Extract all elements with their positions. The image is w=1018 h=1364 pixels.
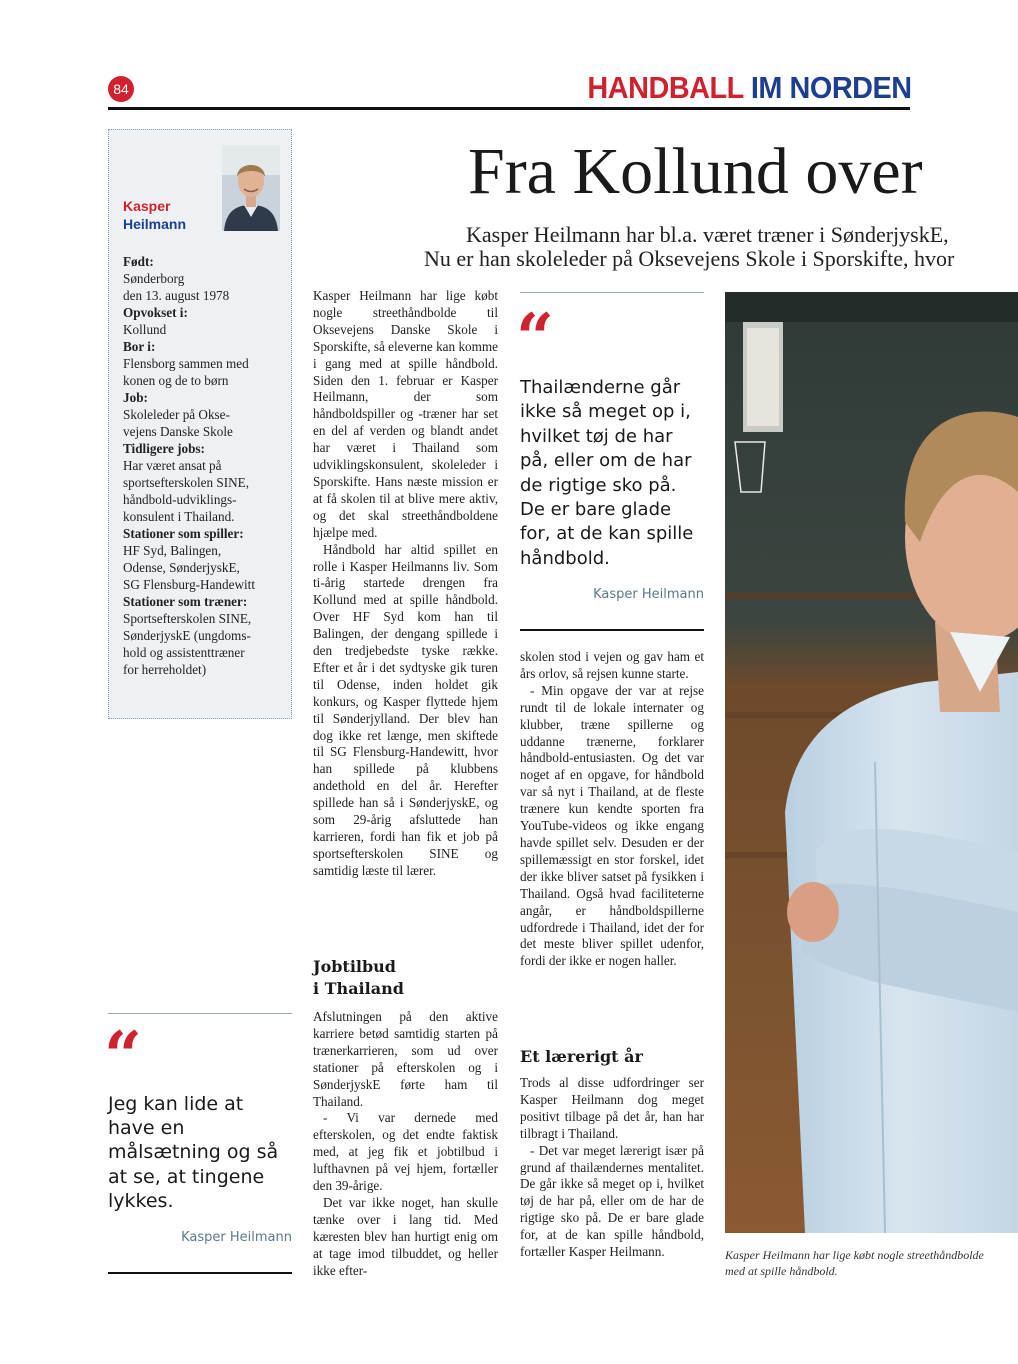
pull-quote-text: Thailænderne går ikke så meget op i, hvilket tøj de har på, eller om de har de rigtige sko på. De er bare glade for, at de kan spille håndbold. <box>520 377 694 569</box>
body-paragraph: - Vi var dernede med efterskolen, og det endte faktisk med, at jeg fik et jobtilbud i lufthavnen på vej hjem, fortæller den 39-årige. <box>313 1110 498 1194</box>
column-1-top <box>313 288 498 880</box>
fact-value: SG Flensburg-Handewitt <box>123 577 255 592</box>
masthead-red: HANDBALL <box>587 70 744 105</box>
body-paragraph: - Min opgave der var at rejse rundt til de lokale internater og klubber, træne spillerne og uddanne trænerne, forklarer håndbold-entusiasten. Og det var noget af en opgave, for håndbold var så nyt i Thailand, at de fleste trænere kun kendte sporten fra YouTube-videos og ikke engang havde spillet selv. Desuden er der spillemæssigt en stor forskel, idet der ikke bliver satset på fysikken i Thailand. Også hvad faciliteterne angår, er håndboldspillerne udfordrede i Thailand, idet der for det meste bliver spillet udenfor, fordi der ikke er nogen haller. <box>520 682 704 969</box>
subheading-line: Jobtilbud <box>313 957 396 976</box>
photo-caption <box>725 1247 1018 1279</box>
body-paragraph: Håndbold har altid spillet en rolle i Kasper Heilmanns liv. Som ti-årig startede drengen fra Kollund med at spille håndbold. Over HF Syd kom han til Balingen, der dengang spillede i den tredjebedste tyske række. Efter et år i det sydtyske gik turen til Odense, inden holdet gik konkurs, og Kasper flyttede hjem til Sønderjylland. Der blev han dog ikke ret længe, men skiftede til SG Flensburg-Handewitt, hvor han spillede på klubbens andethold en del år. Herefter spillede han så i SønderjyskE, og som 29-årig afsluttede han karrieren, fordi han fik et job på sportsefterskolen SINE og samtidig læste til lærer. <box>313 541 498 878</box>
fact-value: SønderjyskE (ungdoms- <box>123 628 251 643</box>
quote-rule-top <box>520 292 704 293</box>
quote-rule-bottom <box>520 629 704 631</box>
fact-label: Job: <box>123 390 148 405</box>
main-photo <box>725 292 1018 1233</box>
photo-illustration <box>725 292 1018 1233</box>
subheading-line: i Thailand <box>313 979 404 998</box>
fact-value: Kollund <box>123 322 167 337</box>
fact-value: håndbold-udviklings- <box>123 492 237 507</box>
fact-value: sportsefterskolen SINE, <box>123 475 249 490</box>
fact-value: Har været ansat på <box>123 458 222 473</box>
deck-line-2: Nu er han skoleleder på Oksevejens Skole i Sporskifte, hvor <box>424 246 955 271</box>
body-paragraph: - Det var meget lærerigt især på grund af thailændernes mentalitet. De går ikke så meget op i, hvilket tøj de har på, eller om de har de rigtige sko på. De er bare glade for, at de kan spille håndbold, fortæller Kasper Heilmann. <box>520 1142 704 1260</box>
fact-value: Sportsefterskolen SINE, <box>123 611 252 626</box>
headline: Fra Kollund over <box>468 135 923 208</box>
body-paragraph: Afslutningen på den aktive karriere betød samtidig starten på trænerkarrieren, som ud over stationer på efterskolen og i SønderjyskE førte ham til Thailand. <box>313 1009 498 1109</box>
deck-line-1: Kasper Heilmann har bl.a. været træner i SønderjyskE, <box>466 222 949 247</box>
portrait-illustration <box>222 145 280 231</box>
body-paragraph: Det var ikke noget, han skulle tænke over i lang tid. Med kæresten blev han hurtigt enig om at tage imod tilbuddet, og heller ikke efter- <box>313 1194 498 1278</box>
fact-value: den 13. august 1978 <box>123 288 230 303</box>
fact-label: Stationer som spiller: <box>123 526 244 541</box>
quote-mark: “ <box>516 299 554 377</box>
fact-value: konsulent i Thailand. <box>123 509 235 524</box>
column-2-top <box>520 649 704 970</box>
column-2-bottom <box>520 1075 704 1261</box>
pull-quote-author: Kasper Heilmann <box>593 587 704 602</box>
fact-value: vejens Danske Skole <box>123 424 233 439</box>
factbox-facts <box>123 253 289 678</box>
fact-label: Tidligere jobs: <box>123 441 205 456</box>
pull-quote-author: Kasper Heilmann <box>181 1230 292 1245</box>
factbox-last-name: Heilmann <box>123 216 187 232</box>
caption-line: med at spille håndbold. <box>725 1264 838 1278</box>
quote-rule-bottom <box>108 1272 292 1274</box>
column-1-bottom <box>313 1009 498 1280</box>
fact-value: for herreholdet) <box>123 662 207 677</box>
subheading-jobtilbud <box>313 956 404 1000</box>
quote-mark: “ <box>104 1017 142 1095</box>
fact-label: Bor i: <box>123 339 156 354</box>
portrait-photo <box>222 145 280 231</box>
masthead-blue: IM NORDEN <box>751 70 912 105</box>
fact-value: konen og de to børn <box>123 373 229 388</box>
fact-value: Skoleleder på Okse- <box>123 407 230 422</box>
fact-label: Stationer som træner: <box>123 594 248 609</box>
body-paragraph: skolen stod i vejen og gav ham et års orlov, så rejsen kunne starte. <box>520 649 704 681</box>
pull-quote-text: Jeg kan lide at have en målsætning og så at se, at tingene lykkes. <box>108 1093 279 1212</box>
body-paragraph: Trods al disse udfordringer ser Kasper Heilmann dog meget positivt tilbage på det år, han har tilbragt i Thailand. <box>520 1075 704 1141</box>
fact-value: hold og assistenttræner <box>123 645 245 660</box>
masthead <box>588 70 912 106</box>
fact-label: Født: <box>123 254 154 269</box>
header-rule <box>108 107 910 110</box>
fact-value: Flensborg sammen med <box>123 356 249 371</box>
quote-rule-top <box>108 1013 292 1014</box>
fact-label: Opvokset i: <box>123 305 188 320</box>
fact-value: Odense, SønderjyskE, <box>123 560 240 575</box>
page-number: 84 <box>108 76 134 102</box>
body-paragraph: Kasper Heilmann har lige købt nogle streethåndbolde til Oksevejens Danske Skole i Sporskifte, så eleverne kan komme i gang med at spille håndbold. Siden den 1. februar er Kasper Heilmann, der som håndboldspiller og -træner har set en del af verden og blandt andet har været i Thailand som udviklingskonsulent, skoleleder i Sporskifte. Hans næste mission er at få skolen til at blive mere aktiv, og det skal streethåndboldene hjælpe med. <box>313 288 498 540</box>
fact-value: HF Syd, Balingen, <box>123 543 222 558</box>
subheading-laererigt: Et lærerigt år <box>520 1047 643 1066</box>
caption-line: Kasper Heilmann har lige købt nogle streethåndbolde <box>725 1248 984 1262</box>
factbox-first-name: Kasper <box>123 198 171 214</box>
fact-value: Sønderborg <box>123 271 185 286</box>
